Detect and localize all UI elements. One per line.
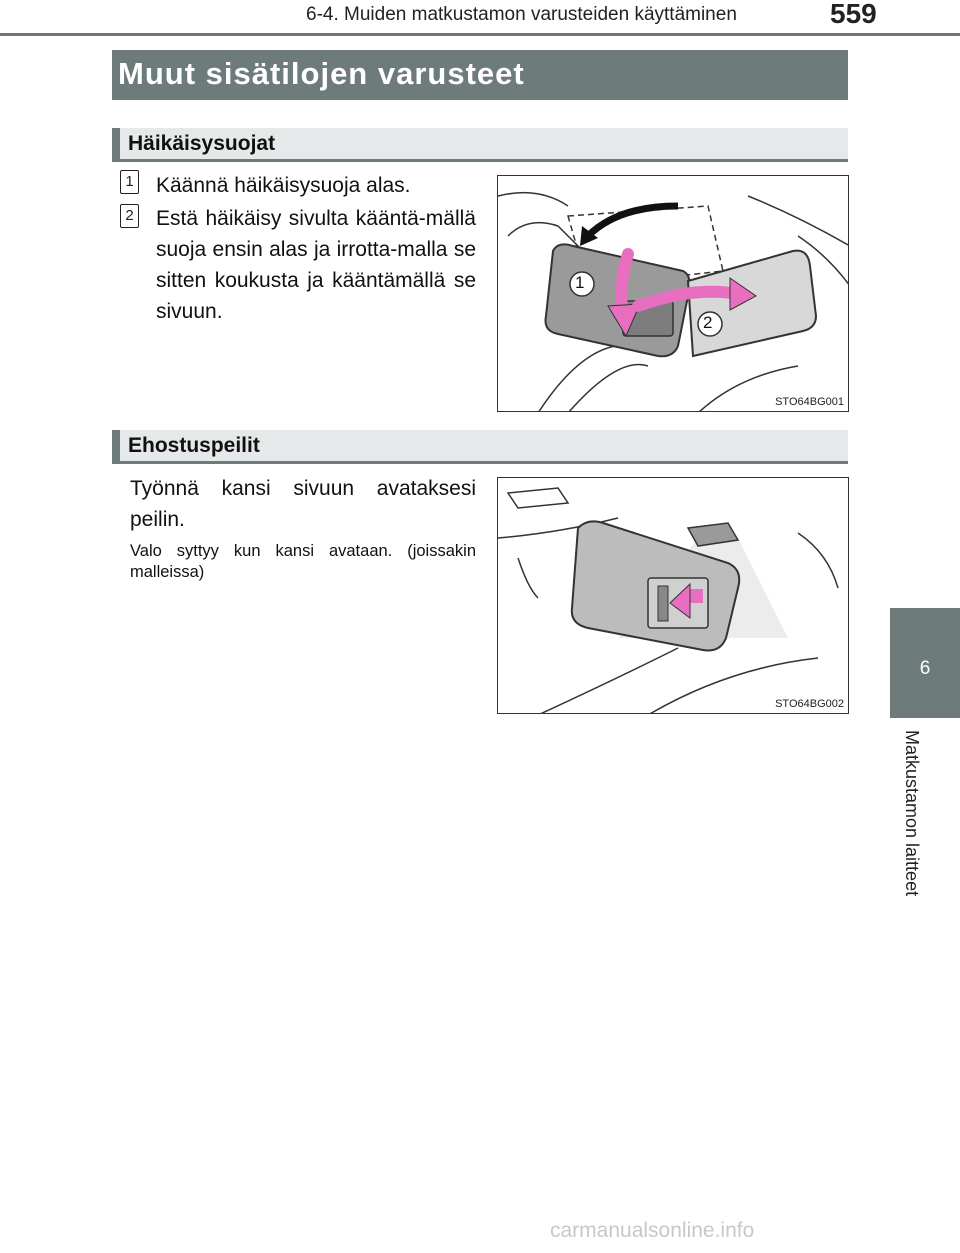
chapter-label: Matkustamon laitteet: [902, 730, 922, 897]
page-header: [0, 0, 960, 36]
section-accent: [112, 128, 120, 159]
section-accent: [112, 430, 120, 461]
step-marker-2: 2: [120, 204, 139, 228]
vanity-mirror-note: Valo syttyy kun kansi avataan. (joissakin malleissa): [130, 542, 476, 581]
section-title: Ehostuspeilit: [128, 434, 260, 457]
header-section-title: 6-4. Muiden matkustamon varusteiden käyttäminen: [306, 4, 737, 25]
step-2-text: Estä häikäisy sivulta kääntä-mällä suoja ensin alas ja irrotta-malla se sitten koukusta ja kääntämällä se sivuun.: [156, 207, 476, 323]
section-header-sun-visors: [112, 128, 848, 162]
figure-code: STO64BG002: [775, 698, 844, 710]
callout-2: 2: [703, 313, 713, 332]
section-header-vanity-mirrors: [112, 430, 848, 464]
callout-1: 1: [575, 273, 585, 292]
sun-visor-figure: [497, 175, 849, 412]
chapter-tab: [890, 608, 960, 718]
figure-code: STO64BG001: [775, 396, 844, 408]
page-number: 559: [830, 0, 877, 29]
sun-visor-illustration: [498, 176, 849, 412]
step-1-text: Käännä häikäisysuoja alas.: [156, 174, 411, 197]
header-rule: [0, 33, 960, 36]
section-title: Häikäisysuojat: [128, 132, 276, 155]
main-title: Muut sisätilojen varusteet: [112, 50, 848, 100]
vanity-mirror-text: Työnnä kansi sivuun avataksesi peilin.: [130, 477, 476, 531]
vanity-mirror-illustration: [498, 478, 849, 714]
chapter-number: 6: [919, 658, 931, 679]
step-marker-1: 1: [120, 170, 139, 194]
vanity-mirror-figure: [497, 477, 849, 714]
watermark: carmanualsonline.info: [550, 1219, 755, 1242]
